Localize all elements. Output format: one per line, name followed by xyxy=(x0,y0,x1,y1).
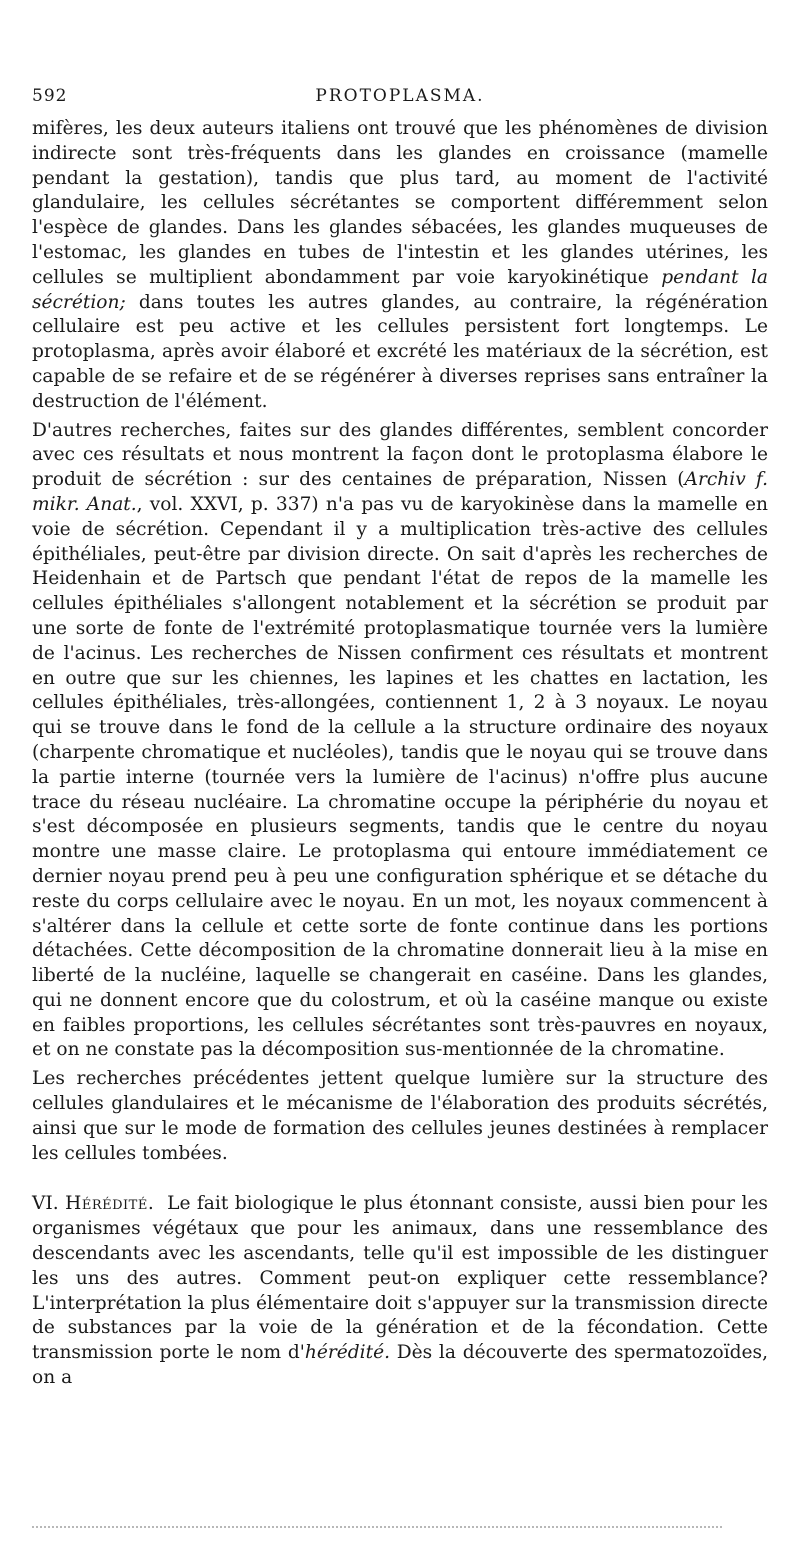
paragraph-1-tail: dans toutes les autres glandes, xyxy=(138,291,461,313)
paragraph-1-italic: pendant la sécrétion; xyxy=(32,266,768,313)
paragraph-2-citation: Archiv f. mikr. Anat. xyxy=(32,469,768,515)
footer-rule xyxy=(32,1526,722,1528)
section-vi-term: hérédité. xyxy=(304,1342,391,1364)
section-vi-number: VI. xyxy=(32,1193,59,1215)
running-title: PROTOPLASMA. xyxy=(315,86,485,106)
section-vi xyxy=(32,1192,768,1390)
paragraph-2-text-b: , vol. XXVI, p. 337) n'a pas vu de karyokinèse dans la mamelle en voie de sécrétion. Cependant il y a multiplication très-active des cellules épithéliales, peut-être par division directe. On sait d'après les recherches de Heidenhain et de Partsch que pendant l'état de repos de la mamelle les cellules épithéliales s'allongent notablement et la sécrétion se produit par une sorte de fonte de l'extrémité protoplasmatique tournée vers la lumière de l'acinus. Les recherches de Nissen confirment ces résultats et montrent en outre que sur les chiennes, les lapines et les chattes en lactation, les cellules épithéliales, très-allongées, contiennent 1, 2 à 3 noyaux. Le noyau qui se trouve dans le fond de la cellule a la structure ordinaire des noyaux (charpente chromatique et nucléoles), tandis que le noyau qui se trouve dans la partie interne (tournée vers la lumière de l'acinus) n'offre plus aucune trace du réseau nucléaire. La chromatine occupe la périphérie du noyau et s'est décomposée en plusieurs segments, tandis que le centre du noyau montre une masse claire. Le protoplasma qui entoure immédiatement ce dernier noyau prend peu à peu une configuration sphérique et se détache du reste du corps cellulaire avec le noyau. En un mot, les noyaux commencent à s'altérer dans la cellule et cette sorte de fonte continue dans les portions détachées. Cette décomposition de la chromatine donnerait lieu à la mise en liberté de la nucléine, laquelle se changerait en caséine. Dans les glandes, qui ne donnent encore que du colostrum, et où la caséine manque ou existe en faibles proportions, les cellules sécrétantes sont très-pauvres en noyaux, et on ne constate pas la décomposition sus-mentionnée de la chromatine. xyxy=(32,493,768,1061)
book-page xyxy=(32,86,768,1391)
page-number: 592 xyxy=(32,86,68,106)
paragraph-2-text-a: D'autres recherches, faites sur des glandes différentes, semblent concorder avec ces résultats et nous montrent la façon dont le protoplasma élabore le produit de sécrétion : sur des centaines de préparation, Nissen ( xyxy=(32,419,768,491)
paragraph-3-text: Les recherches précédentes jettent quelque lumière sur la structure des cellules glandulaires et le mécanisme de l'élaboration des produits sécrétés, ainsi que sur le mode de formation des cellules jeunes destinées à remplacer les cellules tombées. xyxy=(32,1068,768,1164)
paragraph-1 xyxy=(32,117,768,415)
paragraph-3 xyxy=(32,1067,768,1166)
paragraph-1-continuation: au contraire, la régénération cellulaire est peu active et les cellules persistent fort longtemps. Le protoplasma, après avoir élaboré et excrété les matériaux de la sécrétion, est capable de se refaire et de se régénérer à diverses reprises sans entraîner la destruction de l'élément. xyxy=(32,291,768,412)
paragraph-2 xyxy=(32,419,768,1064)
paragraph-1-text: mifères, les deux auteurs italiens ont trouvé que les phénomènes de division indirecte sont très-fréquents dans les glandes en croissance (mamelle pendant la gestation), tandis que plus tard, au moment de l'activité glandulaire, les cellules sécrétantes se comportent différemment selon l'espèce de glandes. Dans les glandes sébacées, les glandes muqueuses de l'estomac, les glandes en tubes de l'intestin et les glandes utérines, les cellules se multiplient abondamment par voie karyokinétique xyxy=(32,118,768,288)
section-vi-text-a: Le fait biologique le plus étonnant consiste, aussi bien pour les organismes végétaux que pour les animaux, dans une ressemblance des descendants avec les ascendants, telle qu'il est impossible de les distinguer les uns des autres. Comment peut-on expliquer cette ressemblance? L'interprétation la plus élémentaire doit s'appuyer sur la transmission directe de substances par la voie de la génération et de la fécondation. Cette transmission porte le nom d' xyxy=(32,1193,768,1364)
section-gap xyxy=(32,1166,768,1192)
body-text xyxy=(32,117,768,1391)
section-vi-text-b: Dès la découverte des spermatozoïdes, on a xyxy=(32,1342,768,1389)
running-head xyxy=(32,86,768,116)
section-vi-heading: Hérédité. xyxy=(65,1193,155,1215)
